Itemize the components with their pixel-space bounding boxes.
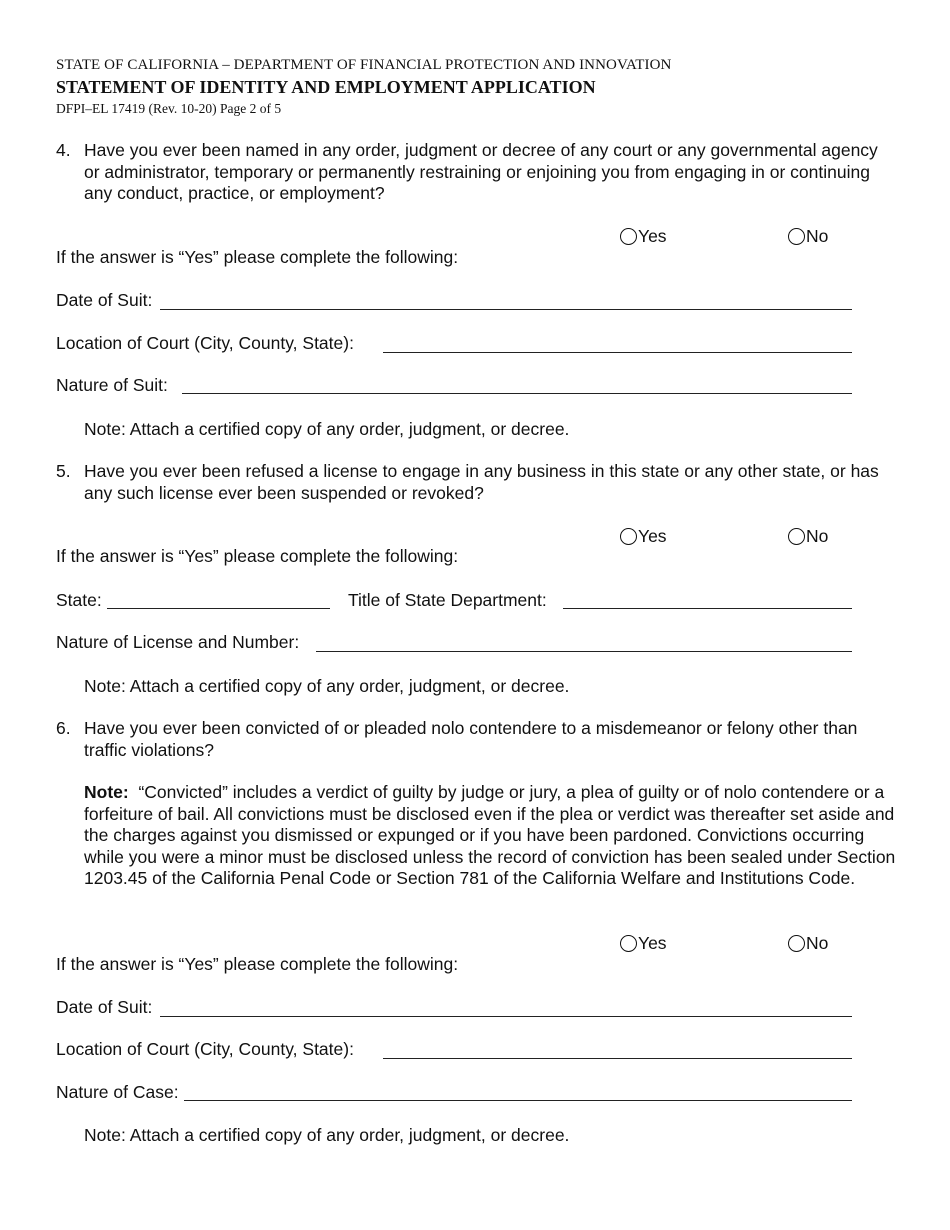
q5-state-label: State: (56, 590, 102, 610)
q6-yes-option[interactable] (620, 933, 667, 954)
q6-nature-label: Nature of Case: (56, 1082, 179, 1102)
q5-dept-label: Title of State Department: (348, 590, 547, 610)
radio-icon[interactable] (620, 935, 637, 952)
q6-text: Have you ever been convicted of or pleaded nolo contendere to a misdemeanor or felony other than traffic violations? (84, 718, 858, 760)
q5-text: Have you ever been refused a license to engage in any business in this state or any other state, or has any such license ever been suspended or revoked? (84, 461, 879, 503)
q5-number: 5. (56, 461, 71, 481)
q6-nature-field[interactable] (184, 1100, 852, 1101)
q6-no-option[interactable] (788, 933, 828, 954)
radio-icon[interactable] (788, 935, 805, 952)
q5-license-field[interactable] (316, 651, 852, 652)
q4-nature-field[interactable] (182, 393, 852, 394)
q4-date-label: Date of Suit: (56, 290, 153, 310)
q4-note: Note: Attach a certified copy of any order, judgment, or decree. (84, 419, 570, 439)
q6-number: 6. (56, 718, 71, 738)
q4-yes-option[interactable] (620, 226, 667, 247)
q4-location-label: Location of Court (City, County, State): (56, 333, 354, 353)
agency-header: STATE OF CALIFORNIA – DEPARTMENT OF FINANCIAL PROTECTION AND INNOVATION (56, 57, 672, 73)
q5-yes-option[interactable] (620, 526, 667, 547)
q5-no-option[interactable] (788, 526, 828, 547)
q6-note-label: Note: (84, 782, 129, 802)
q4-location-field[interactable] (383, 352, 852, 353)
q6-location-field[interactable] (383, 1058, 852, 1059)
q6-date-field[interactable] (160, 1016, 852, 1017)
form-title: STATEMENT OF IDENTITY AND EMPLOYMENT APPLICATION (56, 77, 596, 97)
q4-text: Have you ever been named in any order, judgment or decree of any court or any governmental agency or administrator, temporary or permanently restraining or enjoining you from engaging in or continuing any conduct, practice, or employment? (84, 140, 878, 203)
yes-label: Yes (638, 226, 667, 246)
q5-followup: If the answer is “Yes” please complete the following: (56, 546, 459, 566)
q4-no-option[interactable] (788, 226, 828, 247)
q5-license-label: Nature of License and Number: (56, 632, 300, 652)
yes-label: Yes (638, 933, 667, 953)
q4-number: 4. (56, 140, 71, 160)
no-label: No (806, 933, 829, 953)
q6-note-body: “Convicted” includes a verdict of guilty by judge or jury, a plea of guilty or of nolo contendere or a forfeiture of bail. All convictions must be disclosed even if the plea or verdict was thereafter set aside and the charges against you dismissed or expunged or if you have been pardoned. Convictions occurring while you were a minor must be disclosed unless the record of conviction has been sealed under Section 1203.45 of the California Penal Code or Section 781 of the California Welfare and Institutions Code. (84, 782, 896, 888)
q6-date-label: Date of Suit: (56, 997, 153, 1017)
form-id: DFPI–EL 17419 (Rev. 10-20) Page 2 of 5 (56, 101, 282, 116)
q4-date-field[interactable] (160, 309, 852, 310)
yes-label: Yes (638, 526, 667, 546)
radio-icon[interactable] (620, 228, 637, 245)
radio-icon[interactable] (620, 528, 637, 545)
q4-followup: If the answer is “Yes” please complete the following: (56, 247, 459, 267)
q5-note: Note: Attach a certified copy of any order, judgment, or decree. (84, 676, 570, 696)
q5-state-field[interactable] (107, 608, 330, 609)
q5-dept-field[interactable] (563, 608, 852, 609)
q6-conviction-note (84, 782, 896, 890)
no-label: No (806, 526, 829, 546)
q6-note: Note: Attach a certified copy of any order, judgment, or decree. (84, 1125, 570, 1145)
radio-icon[interactable] (788, 228, 805, 245)
no-label: No (806, 226, 829, 246)
q6-followup: If the answer is “Yes” please complete the following: (56, 954, 459, 974)
q4-nature-label: Nature of Suit: (56, 375, 168, 395)
q6-location-label: Location of Court (City, County, State): (56, 1039, 354, 1059)
radio-icon[interactable] (788, 528, 805, 545)
